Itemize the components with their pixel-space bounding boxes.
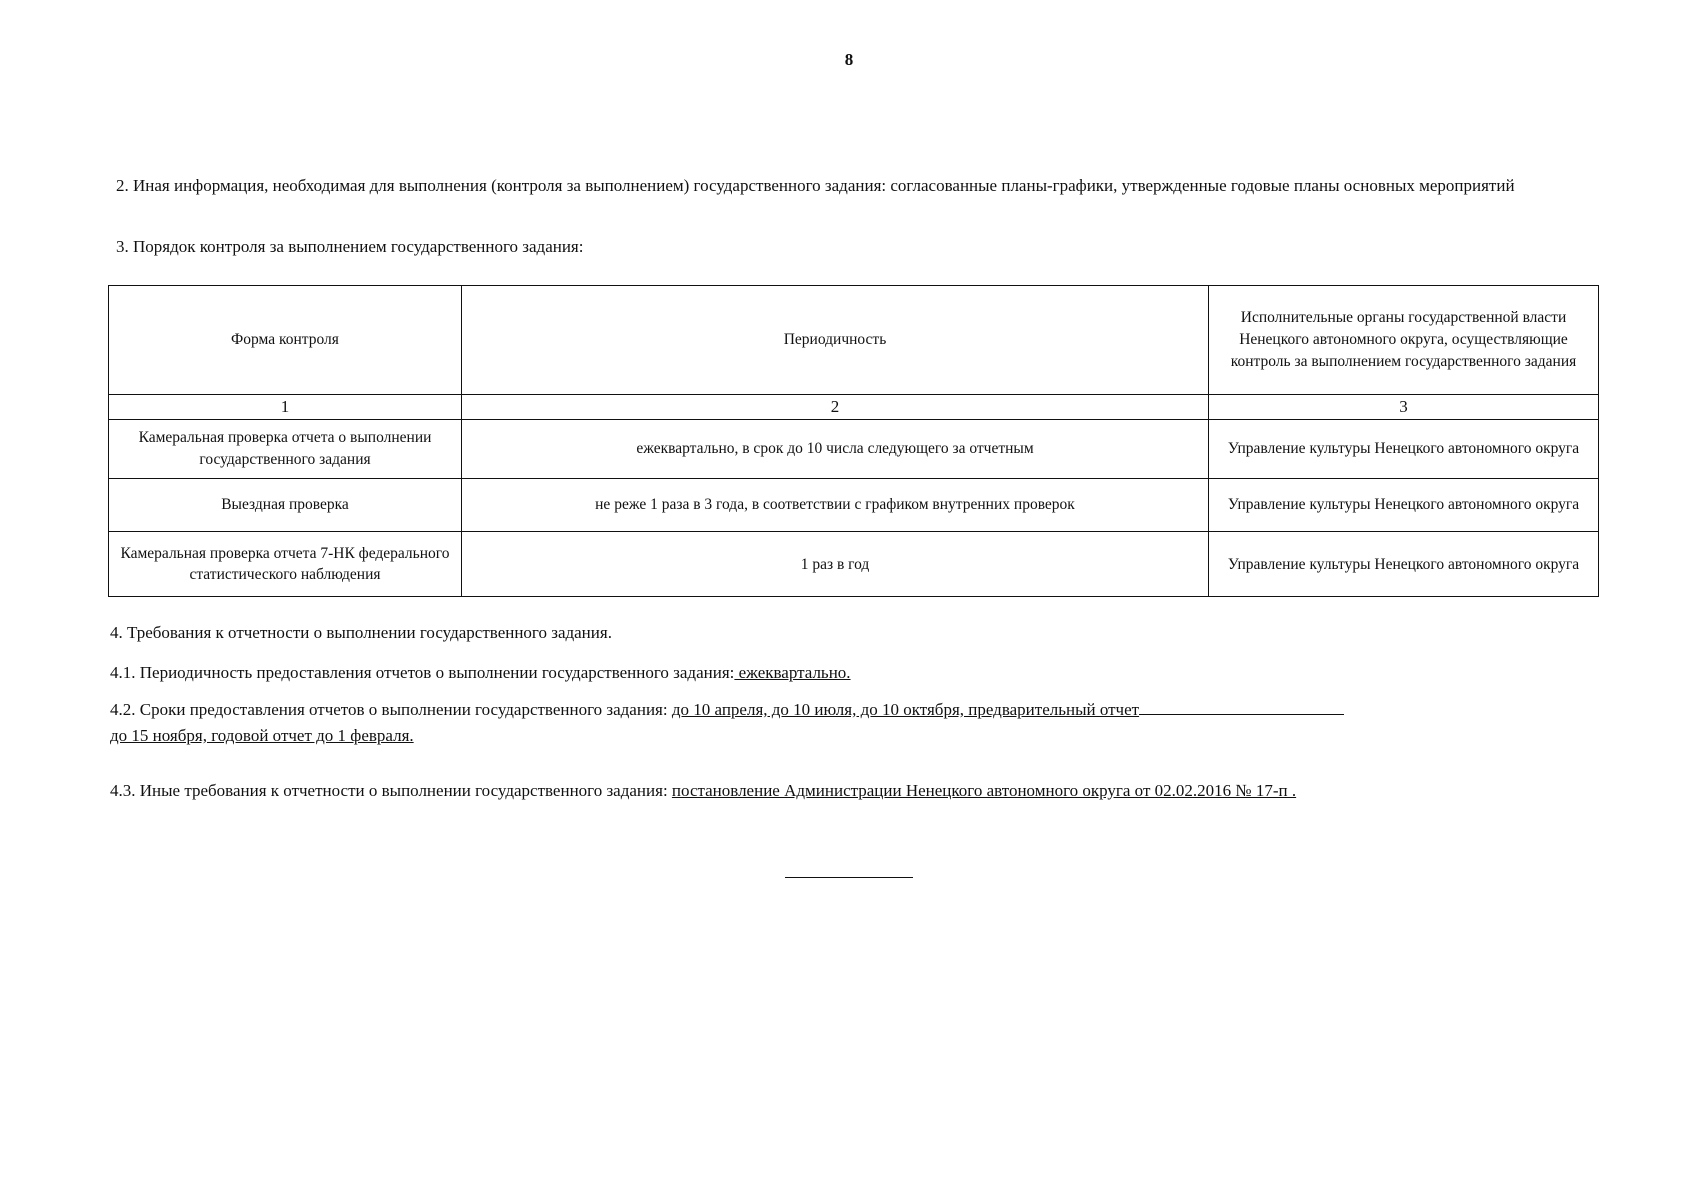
section-4-reporting-requirements: 4. Требования к отчетности о выполнении государственного задания. — [110, 623, 612, 642]
section-4-3-label: 4.3. Иные требования к отчетности о выполнении государственного задания: — [110, 781, 672, 800]
section-4-2-label: 4.2. Сроки предоставления отчетов о выполнении государственного задания: — [110, 700, 672, 719]
table-row — [109, 532, 1599, 597]
section-4-1-label: 4.1. Периодичность предоставления отчетов о выполнении государственного задания: — [110, 663, 735, 682]
cell-control-form: Камеральная проверка отчета о выполнении государственного задания — [109, 420, 462, 479]
section-4-2-value-line-1: до 10 апреля, до 10 июля, до 10 октября, предварительный отчет — [671, 700, 1140, 719]
control-table — [108, 285, 1599, 597]
cell-authority: Управление культуры Ненецкого автономного округа — [1209, 420, 1599, 479]
column-number: 3 — [1209, 395, 1599, 420]
section-4-1-report-periodicity — [110, 660, 1590, 686]
cell-periodicity: 1 раз в год — [462, 532, 1209, 597]
header-control-form: Форма контроля — [109, 286, 462, 395]
table-column-numbers-row — [109, 395, 1599, 420]
section-2-other-information: 2. Иная информация, необходимая для выполнения (контроля за выполнением) государственного задания: согласованные планы-графики, утвержденные годовые планы основных мероприятий — [116, 176, 1515, 195]
table-row — [109, 420, 1599, 479]
cell-periodicity: ежеквартально, в срок до 10 числа следующего за отчетным — [462, 420, 1209, 479]
cell-control-form: Камеральная проверка отчета 7-НК федерального статистического наблюдения — [109, 532, 462, 597]
column-number: 2 — [462, 395, 1209, 420]
closing-divider — [785, 877, 913, 878]
cell-authority: Управление культуры Ненецкого автономного округа — [1209, 479, 1599, 532]
section-3-control-procedure: 3. Порядок контроля за выполнением государственного задания: — [116, 237, 584, 256]
header-authorities: Исполнительные органы государственной власти Ненецкого автономного округа, осуществляющие контроль за выполнением государственного задания — [1209, 286, 1599, 395]
section-4-2-value-line-2: до 15 ноября, годовой отчет до 1 февраля. — [110, 726, 414, 745]
section-4-3-other-requirements — [110, 778, 1590, 804]
fill-underline — [1139, 713, 1344, 715]
header-periodicity: Периодичность — [462, 286, 1209, 395]
section-4-2-report-deadlines — [110, 697, 1590, 749]
table-header-row — [109, 286, 1599, 395]
cell-control-form: Выездная проверка — [109, 479, 462, 532]
cell-authority: Управление культуры Ненецкого автономного округа — [1209, 532, 1599, 597]
section-4-1-value: ежеквартально. — [734, 663, 851, 682]
page-number: 8 — [844, 50, 854, 69]
column-number: 1 — [109, 395, 462, 420]
table-row — [109, 479, 1599, 532]
section-4-3-value: постановление Администрации Ненецкого автономного округа от 02.02.2016 № 17-п . — [671, 781, 1297, 800]
cell-periodicity: не реже 1 раза в 3 года, в соответствии с графиком внутренних проверок — [462, 479, 1209, 532]
